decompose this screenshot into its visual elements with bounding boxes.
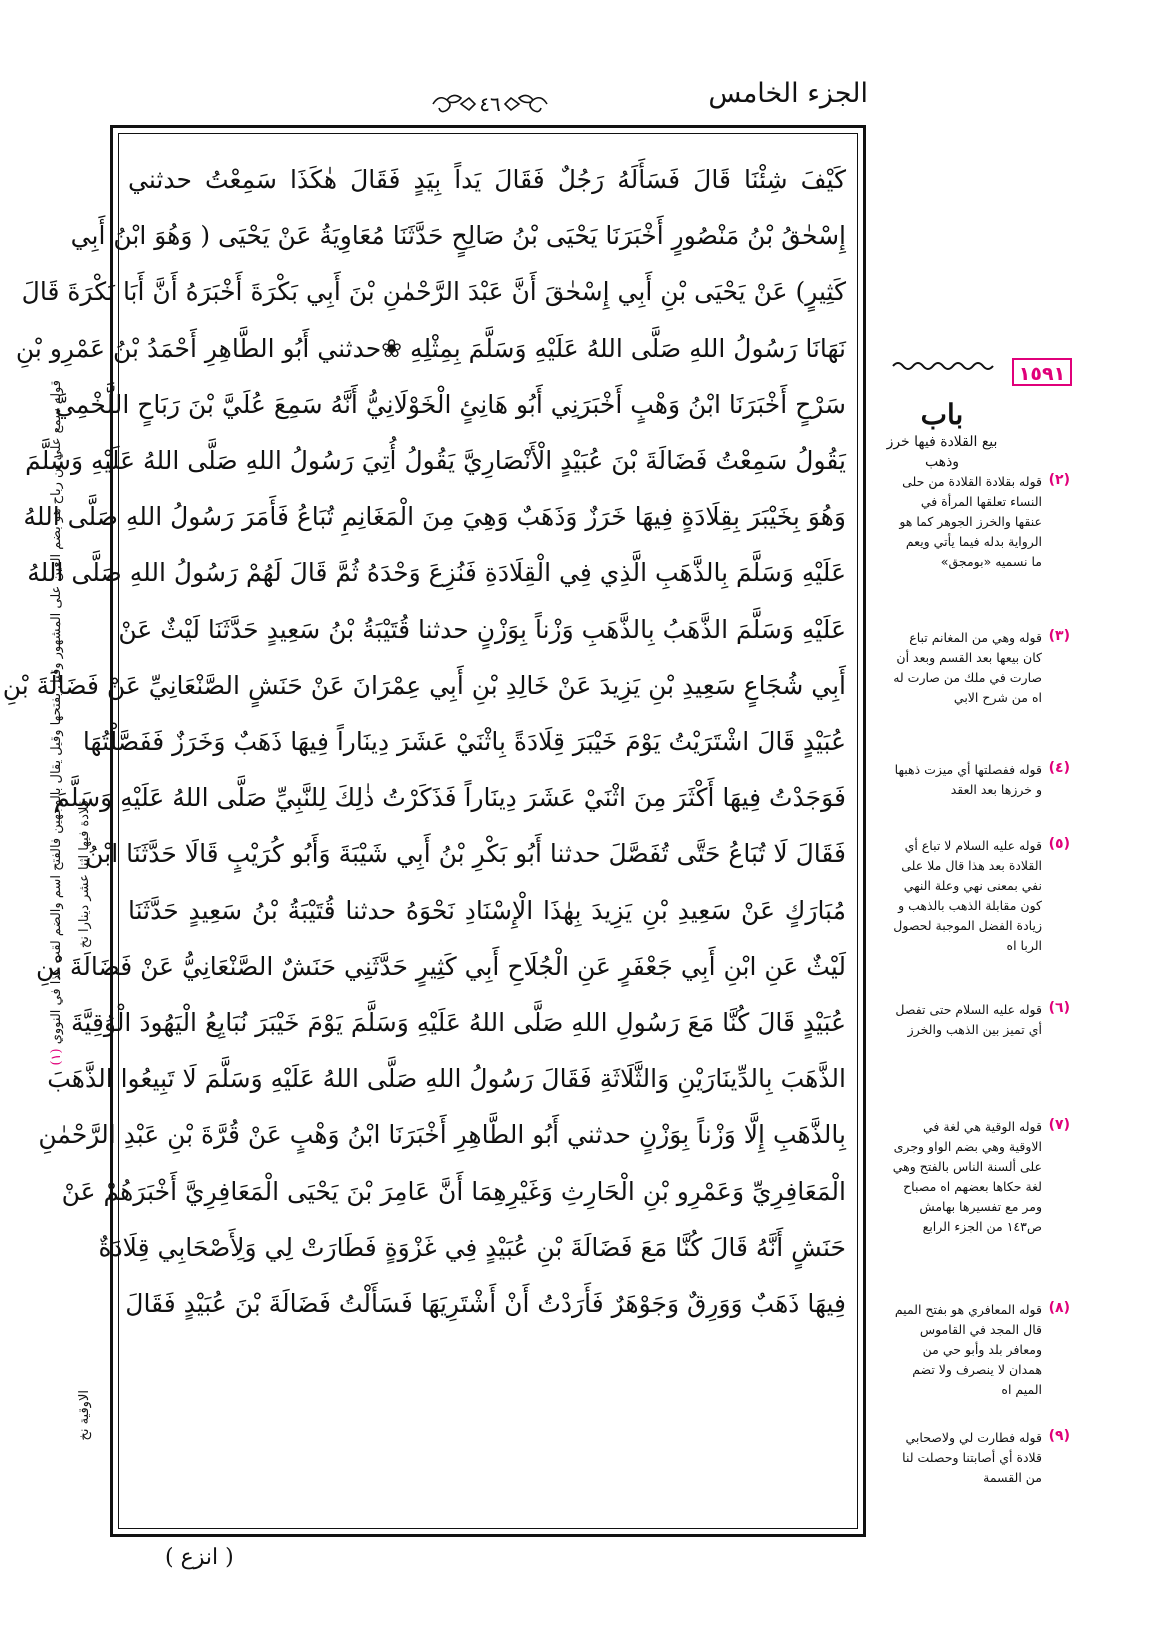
text-line: كَثِيرٍ) عَنْ يَحْيَى بْنِ أَبِي إِسْحٰقَ أَنَّ عَبْدَ الرَّحْمٰنِ بْنَ أَبِي بَكْرَةَ أَخْبَرَهُ أَنَّ أَبَا بَكْرَةَ قَالَ bbox=[21, 277, 846, 307]
footnote-text: قوله سمع علي بن رباح هو بضم العين على المشهور وقيل بفتحها وقيل يقال بالوجهين فالفتح اسم والضم لقب كذا في النووي bbox=[49, 380, 64, 1045]
text-line: عَلَيْهِ وَسَلَّمَ الذَّهَبُ بِالذَّهَبِ وَزْناً بِوَزْنٍ حدثنا قُتَيْبَةُ بْنُ سَعِيدٍ حَدَّثَنَا لَيْثٌ عَنْ bbox=[118, 614, 846, 644]
divider-wave-icon bbox=[893, 360, 993, 372]
footnote-number: (٩) bbox=[1048, 1428, 1070, 1444]
hadith-number: ١٥٩١ bbox=[1012, 358, 1072, 386]
text-line: بِالذَّهَبِ إِلَّا وَزْناً بِوَزْنٍ حدثني أَبُو الطَّاهِرِ أَخْبَرَنَا ابْنُ وَهْبٍ عَنْ قُرَّةَ بْنِ عَبْدِ الرَّحْمٰنِ bbox=[38, 1120, 846, 1150]
text-line: فِيهَا ذَهَبٌ وَوَرِقٌ وَجَوْهَرٌ فَأَرَدْتُ أَنْ أَشْتَرِيَهَا فَسَأَلْتُ فَضَالَةَ بْنَ عُبَيْدٍ فَقَالَ bbox=[125, 1289, 846, 1319]
footnote-number: (٨) bbox=[1048, 1300, 1070, 1316]
footnote-number: (٤) bbox=[1048, 760, 1070, 776]
chapter-title: بيع القلادة فيها خرز وذهب bbox=[886, 434, 998, 470]
text-line: لَيْثٌ عَنِ ابْنِ أَبِي جَعْفَرٍ عَنِ الْجُلَاحِ أَبِي كَثِيرٍ حَدَّثَنِي حَنَشٌ الصَّنْعَانِيُّ عَنْ فَضَالَةَ بْنِ bbox=[35, 951, 846, 981]
text-line: حَنَشٍ أَنَّهُ قَالَ كُنَّا مَعَ فَضَالَةَ بْنِ عُبَيْدٍ فِي غَزْوَةٍ فَطَارَتْ لِي وَلِأَصْحَابِي قِلَادَةٌ bbox=[98, 1232, 846, 1262]
chapter-word: باب bbox=[920, 398, 964, 431]
footnotes-left bbox=[48, 380, 108, 1460]
text-line: عُبَيْدٍ قَالَ كُنَّا مَعَ رَسُولِ اللهِ صَلَّى اللهُ عَلَيْهِ وَسَلَّمَ يَوْمَ خَيْبَرَ نُبَايِعُ الْيَهُودَ الْوُقِيَّةَ bbox=[71, 1008, 846, 1038]
catchword: ( انزع ) bbox=[165, 1545, 234, 1570]
footnote-text: قوله ففصلتها أي ميزت ذهبها و خرزها بعد العقد bbox=[894, 762, 1042, 797]
text-line: سَرْحٍ أَخْبَرَنَا ابْنُ وَهْبٍ أَخْبَرَنِي أَبُو هَانِئٍ الْخَوْلَانِيُّ أَنَّهُ سَمِعَ عُلَيَّ بْنَ رَبَاحٍ اللَّخْمِيَّ bbox=[55, 389, 846, 419]
footnote bbox=[870, 1300, 1070, 1400]
text-line: إِسْحٰقُ بْنُ مَنْصُورٍ أَخْبَرَنَا يَحْيَى بْنُ صَالِحٍ حَدَّثَنَا مُعَاوِيَةُ عَنْ يَحْيَى ( وَهُوَ ابْنُ أَبِي bbox=[70, 221, 846, 251]
footnote-text: قوله بقلادة القلادة من حلى النساء تعلقها المرأة في عنقها والخرز الجوهر كما هو الرواية بدله فيما يأتي ويعم ما نسميه «بومجق» bbox=[899, 474, 1042, 569]
footnote bbox=[870, 628, 1070, 708]
footnote-text: قوله فطارت لي ولاصحابي قلادة أي أصابتنا وحصلت لنا من القسمة bbox=[902, 1430, 1042, 1485]
footnote-number: (٢) bbox=[1048, 472, 1070, 488]
footnote-number: (٦) bbox=[1048, 1000, 1070, 1016]
footnote bbox=[870, 760, 1070, 800]
part-title: الجزء الخامس bbox=[708, 78, 868, 109]
page-number: ٤٦ bbox=[479, 92, 501, 116]
chapter-heading bbox=[878, 398, 1006, 472]
variant-note: قلادة فيها اثنا عشر دينارا نخ bbox=[77, 800, 92, 949]
text-line: كَيْفَ شِئْنَا قَالَ فَسَأَلَهُ رَجُلٌ فَقَالَ يَداً بِيَدٍ فَقَالَ هٰكَذَا سَمِعْتُ حدثني bbox=[128, 165, 846, 194]
text-line: مُبَارَكٍ عَنْ سَعِيدِ بْنِ يَزِيدَ بِهٰذَا الْإِسْنَادِ نَحْوَهُ حدثنا قُتَيْبَةُ بْنُ سَعِيدٍ حَدَّثَنَا bbox=[128, 895, 846, 925]
footnote-text: قوله عليه السلام لا تباع أي القلادة بعد هذا قال ملا على نفي بمعنى نهي وعلة النهي كون مقابلة الذهب بالذهب و زيادة الفضل الموجبة لحصول الربا اه bbox=[893, 838, 1042, 953]
footnote-number: (٥) bbox=[1048, 836, 1070, 852]
text-line: الذَّهَبَ بِالدِّينَارَيْنِ وَالثَّلَاثَةِ فَقَالَ رَسُولُ اللهِ صَلَّى اللهُ عَلَيْهِ وَسَلَّمَ لَا تَبِيعُوا الذَّهَبَ bbox=[47, 1064, 846, 1094]
footnote-number: (١) bbox=[49, 1048, 64, 1066]
text-line: أَبِي شُجَاعٍ سَعِيدِ بْنِ يَزِيدَ عَنْ خَالِدِ بْنِ أَبِي عِمْرَانَ عَنْ حَنَشٍ الصَّنْعَانِيِّ عَنْ فَضَالَةَ بْنِ bbox=[2, 670, 846, 700]
footnote bbox=[870, 472, 1070, 572]
text-line: عُبَيْدٍ قَالَ اشْتَرَيْتُ يَوْمَ خَيْبَرَ قِلَادَةً بِاثْنَيْ عَشَرَ دِينَاراً فِيهَا ذَهَبٌ وَخَرَزٌ فَفَصَّلْتُهَا bbox=[82, 727, 846, 757]
footnote bbox=[870, 1117, 1070, 1237]
footnote bbox=[870, 1428, 1070, 1488]
footnote-number: (٧) bbox=[1048, 1117, 1070, 1133]
footnote-text: قوله وهي من المغانم تباع كان بيعها بعد القسم وبعد أن صارت في ملك من صارت له اه من شرح الابي bbox=[893, 630, 1042, 705]
footnote-text: قوله المعافري هو بفتح الميم قال المجد في القاموس ومعافر بلد وأبو حي من همدان لا ينصرف ولا تضم الميم اه bbox=[894, 1302, 1042, 1397]
footnote-vertical bbox=[48, 380, 66, 1066]
footnote-number: (٣) bbox=[1048, 628, 1070, 644]
text-line: فَوَجَدْتُ فِيهَا أَكْثَرَ مِنَ اثْنَيْ عَشَرَ دِينَاراً فَذَكَرْتُ ذٰلِكَ لِلنَّبِيِّ صَلَّى اللهُ عَلَيْهِ وَسَلَّمَ bbox=[54, 783, 846, 813]
text-line: فَقَالَ لَا تُبَاعُ حَتَّى تُفَصَّلَ حدثنا أَبُو بَكْرِ بْنُ أَبِي شَيْبَةَ وَأَبُو كُرَيْبٍ قَالَا حَدَّثَنَا ابْنُ bbox=[85, 839, 846, 869]
text-line: عَلَيْهِ وَسَلَّمَ بِالذَّهَبِ الَّذِي فِي الْقِلَادَةِ فَنُزِعَ وَحْدَهُ ثُمَّ قَالَ لَهُمْ رَسُولُ اللهِ صَلَّى اللهُ bbox=[27, 558, 846, 588]
footnote bbox=[870, 1000, 1070, 1040]
text-line: يَقُولُ سَمِعْتُ فَضَالَةَ بْنَ عُبَيْدٍ الْأَنْصَارِيَّ يَقُولُ أُتِيَ رَسُولُ اللهِ صَلَّى اللهُ عَلَيْهِ وَسَلَّمَ bbox=[25, 446, 846, 476]
text-line: الْمَعَافِرِيِّ وَعَمْرِو بْنِ الْحَارِثِ وَغَيْرِهِمَا أَنَّ عَامِرَ بْنَ يَحْيَى الْمَعَافِرِيَّ أَخْبَرَهُمْ عَنْ bbox=[61, 1176, 846, 1206]
footnote-text: قوله عليه السلام حتى تفصل أي تميز بين الذهب والخرز bbox=[895, 1002, 1042, 1037]
page-number-ornament bbox=[425, 86, 555, 122]
footnote-text: قوله الوقية هي لغة في الاوقية وهي بضم الواو وجرى على ألسنة الناس بالفتح وهي لغة حكاها بعضهم اه مصباح ومر مع تفسيرها بهامش ص١٤٣ من الجزء الرابع bbox=[892, 1119, 1042, 1234]
text-line: نَهَانَا رَسُولُ اللهِ صَلَّى اللهُ عَلَيْهِ وَسَلَّمَ بِمِثْلِهِ ❀حدثني أَبُو الطَّاهِرِ أَحْمَدُ بْنُ عَمْرِو بْنِ bbox=[15, 333, 846, 363]
text-line: وَهُوَ بِخَيْبَرَ بِقِلَادَةٍ فِيهَا خَرَزٌ وَذَهَبٌ وَهِيَ مِنَ الْمَغَانِمِ تُبَاعُ فَأَمَرَ رَسُولُ اللهِ صَلَّى اللهُ bbox=[23, 502, 846, 532]
footnote bbox=[870, 836, 1070, 956]
variant-note: الاوقية نخ bbox=[77, 1390, 92, 1441]
